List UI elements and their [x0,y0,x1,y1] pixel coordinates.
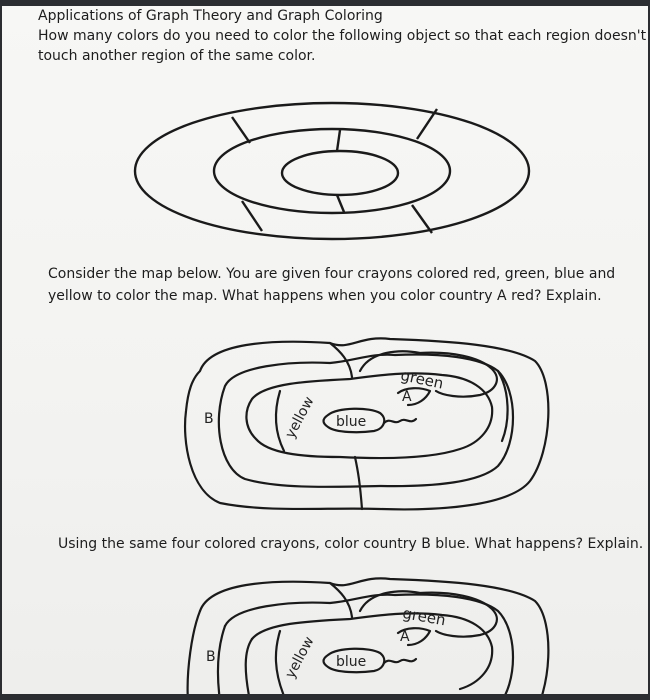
region-boundary [246,373,492,458]
outer-ring [135,103,529,239]
ring-diagram [132,101,532,241]
region-boundary [276,391,284,451]
label-yellow: yellow [282,394,318,442]
region-boundary [188,611,200,694]
worksheet-page [2,6,648,694]
divider [412,205,432,233]
question-1-line-2: touch another region of the same color. [38,48,316,64]
map-1 [180,331,555,516]
label-blue: blue [336,654,367,670]
region-boundary [384,659,416,663]
header-block [38,6,647,66]
label-a: A [400,629,410,645]
region-boundary [355,457,362,509]
question-2-line-2: yellow to color the map. What happens when you color country A red? Explain. [48,288,602,304]
map-2 [180,571,555,694]
label-green: green [401,604,448,630]
label-a: A [402,389,412,405]
region-boundary [246,639,252,694]
region-boundary [185,338,548,509]
divider [337,130,340,151]
question-1-line-1: How many colors do you need to color the following object so that each region doesn't [38,28,647,44]
region-boundary [384,419,416,423]
divider [417,109,437,139]
region-boundary [225,595,513,694]
divider [337,195,344,212]
inner-ring [282,151,398,195]
region-boundary [276,631,284,694]
divider [232,117,250,143]
page-title: Applications of Graph Theory and Graph Coloring [38,8,383,24]
question-2-line-1: Consider the map below. You are given four crayons colored red, green, blue and [48,266,616,282]
label-green: green [398,366,446,393]
label-b: B [206,649,216,665]
label-blue: blue [336,414,367,430]
label-b: B [204,411,214,427]
question-3: Using the same four colored crayons, color country B blue. What happens? Explain. [58,536,644,552]
region-boundary [218,626,225,694]
label-yellow: yellow [282,634,318,682]
divider [242,201,262,231]
